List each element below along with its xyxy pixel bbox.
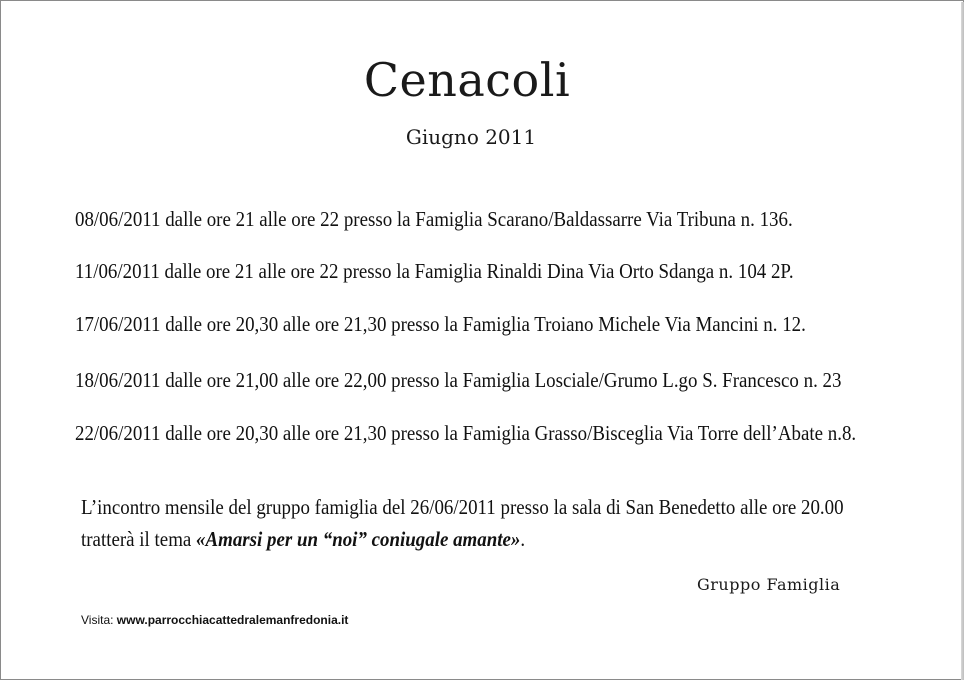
notice-line-1: L’incontro mensile del gruppo famiglia del 26/06/2011 presso la sala di San Benedetto alle ore 20.00 (81, 495, 844, 519)
monthly-meeting-notice (81, 491, 951, 555)
event-item: 18/06/2011 dalle ore 21,00 alle ore 22,00 presso la Famiglia Losciale/Grumo L.go S. Francesco n. 23 (75, 368, 842, 392)
event-list (75, 205, 945, 447)
notice-line-2 (81, 523, 847, 555)
signature: Gruppo Famiglia (697, 575, 841, 594)
website-link[interactable]: www.parrocchiacattedralemanfredonia.it (116, 613, 349, 627)
event-item: 22/06/2011 dalle ore 20,30 alle ore 21,30 presso la Famiglia Grasso/Bisceglia Via Torre dell’Abate n.8. (75, 421, 857, 445)
notice-prefix: tratterà il tema (81, 527, 197, 551)
event-item: 17/06/2011 dalle ore 20,30 alle ore 21,30 presso la Famiglia Troiano Michele Via Mancini n. 12. (75, 312, 806, 336)
event-item: 08/06/2011 dalle ore 21 alle ore 22 presso la Famiglia Scarano/Baldassarre Via Tribuna n. 136. (75, 207, 793, 231)
page-title: Cenacoli (363, 53, 571, 107)
page-subtitle: Giugno 2011 (405, 125, 537, 149)
notice-suffix: . (520, 527, 526, 551)
visit-label: Visita: (81, 613, 117, 627)
visit-line (81, 613, 348, 627)
event-item: 11/06/2011 dalle ore 21 alle ore 22 presso la Famiglia Rinaldi Dina Via Orto Sdanga n. 104 2P. (75, 259, 794, 283)
notice-theme: «Amarsi per un “noi” coniugale amante» (196, 527, 521, 551)
